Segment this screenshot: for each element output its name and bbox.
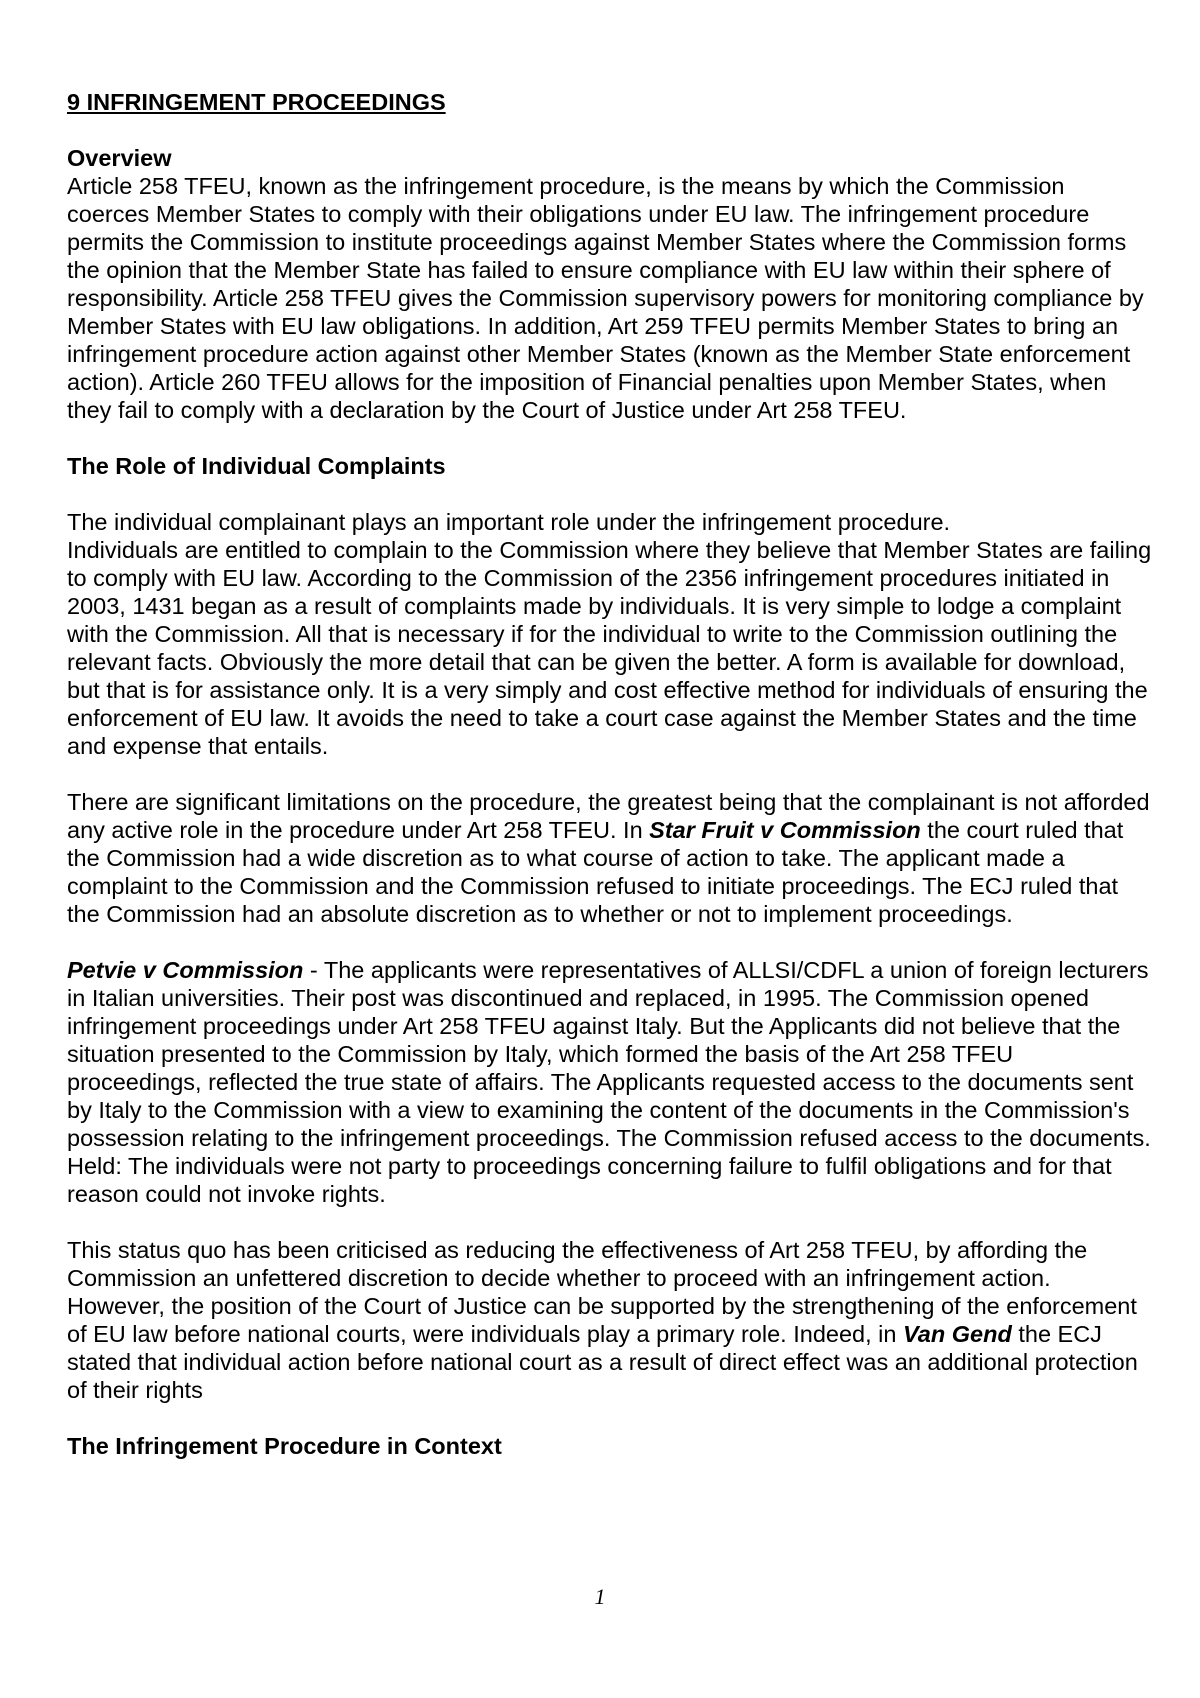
paragraph-text: - The applicants were representatives of ALLSI/CDFL a union of foreign lecturers in Italian universities. Their post was discontinued and replaced, in 1995. The Commission opened infringement proceedings under Art 258 TFEU against Italy. But the Applicants did not believe that the situation presented to the Commission by Italy, which formed the basis of the Art 258 TFEU proceedings, reflected the true state of affairs. The Applicants requested access to the documents sent by Italy to the Commission with a view to examining the content of the documents in the Commission's possession relating to the infringement proceedings. The Commission refused access to the documents. <box>67 957 1151 1151</box>
complaints-paragraph-3 <box>67 956 1152 1152</box>
page-number: 1 <box>594 1584 606 1609</box>
spacer <box>67 760 1152 788</box>
case-name-petvie: Petvie v Commission <box>67 957 304 983</box>
case-name-van-gend: Van Gend <box>902 1321 1012 1347</box>
paragraph-text: the ECJ stated that individual action before national court as a result of direct effect was an additional protection of their rights <box>67 1321 1138 1403</box>
spacer <box>67 1404 1152 1432</box>
overview-paragraph: Article 258 TFEU, known as the infringement procedure, is the means by which the Commission coerces Member States to comply with their obligations under EU law. The infringement procedure permits the Commission to institute proceedings against Member States where the Commission forms the opinion that the Member State has failed to ensure compliance with EU law within their sphere of responsibility. Article 258 TFEU gives the Commission supervisory powers for monitoring compliance by Member States with EU law obligations. In addition, Art 259 TFEU permits Member States to bring an infringement procedure action against other Member States (known as the Member State enforcement action). Article 260 TFEU allows for the imposition of Financial penalties upon Member States, when they fail to comply with a declaration by the Court of Justice under Art 258 TFEU. <box>67 173 1144 423</box>
context-heading: The Infringement Procedure in Context <box>67 1433 502 1459</box>
spacer <box>67 1208 1152 1236</box>
complaints-paragraph-2 <box>67 788 1152 928</box>
document-title: 9 INFRINGEMENT PROCEEDINGS <box>67 89 446 115</box>
held-paragraph: Held: The individuals were not party to proceedings concerning failure to fulfil obligations and for that reason could not invoke rights. <box>67 1153 1112 1207</box>
spacer <box>67 928 1152 956</box>
complaints-paragraph-1-line-1: The individual complainant plays an important role under the infringement procedure. <box>67 509 951 535</box>
spacer <box>67 480 1152 508</box>
overview-heading: Overview <box>67 145 172 171</box>
paragraph-text: There are significant limitations on the procedure, the greatest being that the complainant is not afforded any active role in the procedure under Art 258 TFEU. In <box>67 789 1150 843</box>
case-name-star-fruit: Star Fruit v Commission <box>649 817 921 843</box>
individual-complaints-heading: The Role of Individual Complaints <box>67 453 446 479</box>
complaints-paragraph-4 <box>67 1236 1152 1404</box>
paragraph-text: This status quo has been criticised as reducing the effectiveness of Art 258 TFEU, by affording the Commission an unfettered discretion to decide whether to proceed with an infringement action. However, the position of the Court of Justice can be supported by the strengthening of the enforcement of EU law before national courts, were individuals play a primary role. Indeed, in <box>67 1237 1137 1347</box>
paragraph-text: the court ruled that the Commission had a wide discretion as to what course of action to take. The applicant made a complaint to the Commission and the Commission refused to initiate proceedings. The ECJ ruled that the Commission had an absolute discretion as to whether or not to implement proceedings. <box>67 817 1124 927</box>
complaints-paragraph-1: Individuals are entitled to complain to the Commission where they believe that Member States are failing to comply with EU law. According to the Commission of the 2356 infringement procedures initiated in 2003, 1431 began as a result of complaints made by individuals. It is very simple to lodge a complaint with the Commission. All that is necessary if for the individual to write to the Commission outlining the relevant facts. Obviously the more detail that can be given the better. A form is available for download, but that is for assistance only. It is a very simply and cost effective method for individuals of ensuring the enforcement of EU law. It avoids the need to take a court case against the Member States and the time and expense that entails. <box>67 537 1152 759</box>
document-page <box>67 88 1152 1460</box>
spacer <box>67 424 1152 452</box>
